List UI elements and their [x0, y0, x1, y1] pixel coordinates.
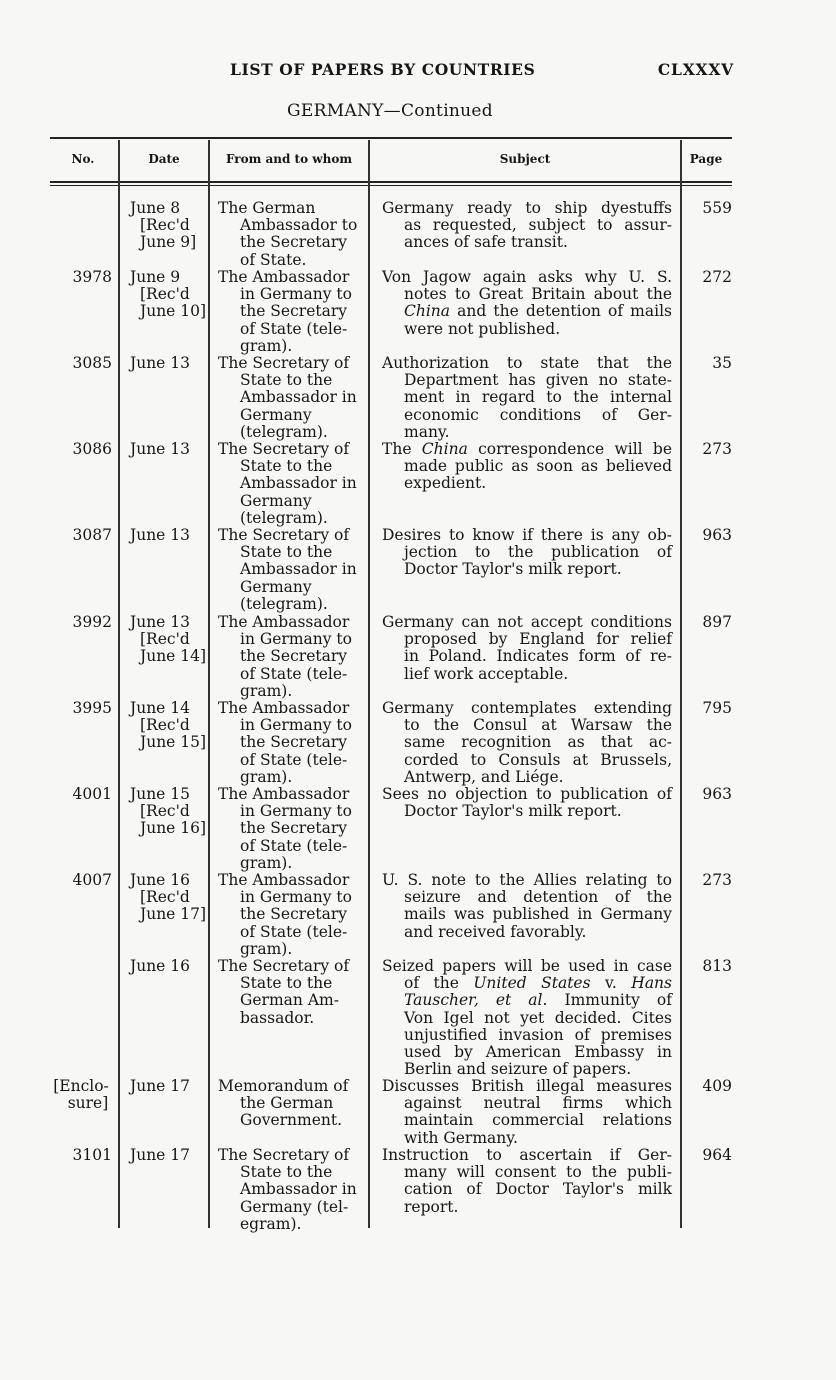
row-from-to: [218, 269, 366, 355]
from-line: bassador.: [240, 1008, 315, 1027]
from-line: Germany: [240, 491, 312, 510]
page-number: CLXXXV: [657, 60, 734, 79]
row-subject: [382, 700, 672, 786]
from-line: in Germany to: [240, 716, 352, 735]
subject-line: ances of safe transit.: [404, 233, 568, 252]
from-line: State to the: [240, 543, 333, 562]
date-line: [Rec'd: [140, 216, 190, 235]
from-line: in Germany to: [240, 802, 352, 821]
row-subject: [382, 269, 672, 338]
subject-line: ment in regard to the internal: [404, 388, 672, 407]
date-line: June 15]: [140, 733, 207, 752]
row-date: [130, 614, 210, 666]
from-line: Ambassador to: [240, 216, 358, 235]
from-line: State to the: [240, 974, 333, 993]
row-number: 3992: [72, 613, 112, 631]
row-from-to: [218, 200, 366, 269]
row-number: 4001: [72, 785, 112, 803]
from-line: gram).: [240, 767, 293, 786]
row-from-to: [218, 355, 366, 441]
case-name: Hans: [631, 974, 672, 993]
from-line: The Ambassador: [218, 613, 350, 631]
subject-line: Seized papers will be used in case: [382, 957, 672, 975]
row-subject: [382, 786, 672, 820]
from-line: the German: [240, 1094, 334, 1113]
subject-line: were not published.: [404, 319, 561, 338]
subject-line: many will consent to the publi-: [404, 1163, 672, 1182]
row-date: [130, 527, 210, 544]
subject-line: unjustified invasion of premises: [404, 1025, 672, 1044]
column-header-no: No.: [71, 152, 95, 166]
subject-line: Von Jagow again asks why U. S.: [382, 268, 672, 286]
row-date: [130, 786, 210, 838]
subject-line: and received favorably.: [404, 922, 587, 941]
from-line: Ambassador in: [240, 560, 357, 579]
from-line: in Germany to: [240, 888, 352, 907]
row-date: [130, 1078, 210, 1095]
subject-line: report.: [404, 1197, 459, 1216]
row-from-to: [218, 527, 366, 613]
running-head: [0, 60, 836, 84]
date-line: June 15: [130, 785, 191, 803]
row-date: [130, 441, 210, 458]
subject-line: corded to Consuls at Brussels,: [404, 750, 672, 769]
ship-name: China: [421, 440, 468, 458]
subject-line: Berlin and seizure of papers.: [404, 1060, 632, 1079]
row-from-to: [218, 872, 366, 958]
row-subject: [382, 200, 672, 252]
subject-line: Doctor Taylor's milk report.: [404, 560, 622, 579]
from-line: of State.: [240, 250, 307, 269]
row-subject: [382, 441, 672, 493]
subject-line: notes to Great Britain about the: [404, 285, 672, 304]
subject-line: Department has given no state-: [404, 371, 672, 390]
row-page: 273: [702, 440, 732, 458]
row-page: 273: [702, 871, 732, 889]
from-line: egram).: [240, 1214, 302, 1233]
row-page: 409: [702, 1077, 732, 1095]
from-line: Germany: [240, 405, 312, 424]
from-line: (telegram).: [240, 594, 328, 613]
row-number: 3101: [72, 1146, 112, 1164]
column-header-subject: Subject: [499, 152, 551, 166]
row-page: 963: [702, 785, 732, 803]
date-line: June 14]: [140, 647, 207, 666]
row-date: [130, 200, 210, 252]
from-line: State to the: [240, 371, 333, 390]
row-from-to: [218, 1147, 366, 1233]
from-line: (telegram).: [240, 508, 328, 527]
from-line: in Germany to: [240, 630, 352, 649]
row-page: 272: [702, 268, 732, 286]
row-from-to: [218, 614, 366, 700]
row-page: 964: [702, 1146, 732, 1164]
from-line: the Secretary: [240, 905, 348, 924]
table-header-rule: [50, 181, 732, 183]
page-header-title: LIST OF PAPERS BY COUNTRIES: [230, 60, 536, 79]
from-line: gram).: [240, 681, 293, 700]
subject-line: Discusses British illegal measures: [382, 1077, 672, 1095]
from-line: Government.: [240, 1111, 343, 1130]
subject-line: in Poland. Indicates form of re-: [404, 647, 672, 666]
date-line: June 16: [130, 871, 191, 889]
subject-line: economic conditions of Ger-: [404, 405, 672, 424]
subject-line: Desires to know if there is any ob-: [382, 526, 672, 544]
from-line: The Ambassador: [218, 871, 350, 889]
row-date: [130, 355, 210, 372]
subject-line: The China correspondence will be: [382, 440, 672, 458]
subject-line: Germany can not accept conditions: [382, 613, 672, 631]
subject-line: seizure and detention of the: [404, 888, 672, 907]
subject-line: to the Consul at Warsaw the: [404, 716, 672, 735]
from-line: Memorandum of: [218, 1077, 349, 1095]
subject-line: Authorization to state that the: [382, 354, 672, 372]
subject-line: Doctor Taylor's milk report.: [404, 802, 622, 821]
row-subject: [382, 527, 672, 579]
subject-line: same recognition as that ac-: [404, 733, 672, 752]
subject-line: proposed by England for relief: [404, 630, 672, 649]
row-date: [130, 700, 210, 752]
date-line: [Rec'd: [140, 888, 190, 907]
subject-line: Tauscher, et al. Immunity of: [404, 991, 672, 1010]
subject-line: as requested, subject to assur-: [404, 216, 672, 235]
row-number: 3087: [72, 526, 112, 544]
table-header-rule-2: [50, 185, 732, 186]
from-line: The Secretary of: [218, 1146, 350, 1164]
subject-line: made public as soon as believed: [404, 457, 672, 476]
row-number: 3995: [72, 699, 112, 717]
from-line: The Ambassador: [218, 268, 350, 286]
subject-line: China and the detention of mails: [404, 302, 672, 321]
row-date: [130, 1147, 210, 1164]
date-line: June 10]: [140, 302, 207, 321]
row-subject: [382, 958, 672, 1078]
subject-line: mails was published in Germany: [404, 905, 672, 924]
date-line: June 9]: [140, 233, 197, 252]
date-line: June 17: [130, 1077, 191, 1095]
row-subject: [382, 614, 672, 683]
section-title: GERMANY—Continued: [287, 101, 493, 121]
from-line: State to the: [240, 1163, 333, 1182]
column-header-date: Date: [148, 152, 180, 166]
from-line: German Am-: [240, 991, 339, 1010]
date-line: [Rec'd: [140, 285, 190, 304]
from-line: gram).: [240, 336, 293, 355]
date-line: June 8: [130, 199, 181, 217]
ship-name: China: [404, 302, 451, 321]
date-line: June 16]: [140, 819, 207, 838]
subject-line: lief work acceptable.: [404, 664, 569, 683]
subject-line: jection to the publication of: [404, 543, 672, 562]
subject-line: expedient.: [404, 474, 487, 493]
row-subject: [382, 355, 672, 441]
date-line: [Rec'd: [140, 716, 190, 735]
from-line: the Secretary: [240, 819, 348, 838]
from-line: the Secretary: [240, 647, 348, 666]
from-line: of State (tele-: [240, 836, 348, 855]
row-number: 3085: [72, 354, 112, 372]
from-line: of State (tele-: [240, 922, 348, 941]
from-line: in Germany to: [240, 285, 352, 304]
from-line: Germany (tel-: [240, 1197, 349, 1216]
from-line: Ambassador in: [240, 474, 357, 493]
row-from-to: [218, 700, 366, 786]
date-line: [Rec'd: [140, 630, 190, 649]
from-line: gram).: [240, 853, 293, 872]
subject-line: U. S. note to the Allies relating to: [382, 871, 672, 889]
table-top-rule: [50, 137, 732, 139]
subject-line: cation of Doctor Taylor's milk: [404, 1180, 672, 1199]
row-date: [130, 958, 210, 975]
subject-line: Von Igel not yet decided. Cites: [404, 1008, 672, 1027]
row-from-to: [218, 1078, 366, 1130]
from-line: of State (tele-: [240, 750, 348, 769]
row-page: 795: [702, 699, 732, 717]
row-number: 4007: [72, 871, 112, 889]
subject-line: Sees no objection to publication of: [382, 785, 672, 803]
from-line: Ambassador in: [240, 388, 357, 407]
date-line: June 13: [130, 613, 191, 631]
date-line: [Rec'd: [140, 802, 190, 821]
from-line: the Secretary: [240, 302, 348, 321]
from-line: gram).: [240, 939, 293, 958]
row-number: [46, 1078, 116, 1112]
subject-line: Germany ready to ship dyestuffs: [382, 199, 672, 217]
from-line: The Secretary of: [218, 354, 350, 372]
subject-line: against neutral firms which: [404, 1094, 672, 1113]
row-page: 813: [702, 957, 732, 975]
case-name: Tauscher, et al.: [404, 991, 548, 1010]
row-subject: [382, 872, 672, 941]
from-line: the Secretary: [240, 733, 348, 752]
subject-line: with Germany.: [404, 1128, 518, 1147]
subject-line: Germany contemplates extending: [382, 699, 672, 717]
row-subject: [382, 1078, 672, 1147]
subject-line: many.: [404, 422, 450, 441]
from-line: (telegram).: [240, 422, 328, 441]
subject-line: Antwerp, and Liége.: [404, 767, 564, 786]
row-subject: [382, 1147, 672, 1216]
column-header-page: Page: [689, 152, 723, 166]
from-line: Germany: [240, 577, 312, 596]
date-line: June 17: [130, 1146, 191, 1164]
number-line: [Enclo-: [53, 1077, 109, 1095]
from-line: The Secretary of: [218, 440, 350, 458]
row-date: [130, 872, 210, 924]
date-line: June 13: [130, 354, 191, 372]
row-number: 3978: [72, 268, 112, 286]
subject-line: maintain commercial relations: [404, 1111, 672, 1130]
row-page: 559: [702, 199, 732, 217]
column-divider: [368, 140, 370, 1228]
row-page: 897: [702, 613, 732, 631]
date-line: June 14: [130, 699, 191, 717]
date-line: June 16: [130, 957, 191, 975]
from-line: The Secretary of: [218, 526, 350, 544]
row-from-to: [218, 441, 366, 527]
from-line: The Secretary of: [218, 957, 350, 975]
column-divider: [118, 140, 120, 1228]
from-line: of State (tele-: [240, 319, 348, 338]
from-line: Ambassador in: [240, 1180, 357, 1199]
from-line: The German: [218, 199, 316, 217]
from-line: the Secretary: [240, 233, 348, 252]
column-header-from-to: From and to whom: [225, 152, 353, 166]
from-line: The Ambassador: [218, 785, 350, 803]
from-line: The Ambassador: [218, 699, 350, 717]
from-line: State to the: [240, 457, 333, 476]
date-line: June 13: [130, 440, 191, 458]
date-line: June 13: [130, 526, 191, 544]
from-line: of State (tele-: [240, 664, 348, 683]
row-date: [130, 269, 210, 321]
date-line: June 17]: [140, 905, 207, 924]
row-page: 35: [712, 354, 732, 372]
row-page: 963: [702, 526, 732, 544]
column-divider: [680, 140, 682, 1228]
number-line: sure]: [67, 1094, 109, 1113]
row-from-to: [218, 958, 366, 1027]
row-from-to: [218, 786, 366, 872]
row-number: 3086: [72, 440, 112, 458]
subject-line: used by American Embassy in: [404, 1043, 672, 1062]
subject-line: of the United States v. Hans: [404, 974, 672, 993]
date-line: June 9: [130, 268, 181, 286]
subject-line: Instruction to ascertain if Ger-: [382, 1146, 672, 1164]
case-name: United States: [473, 974, 591, 993]
